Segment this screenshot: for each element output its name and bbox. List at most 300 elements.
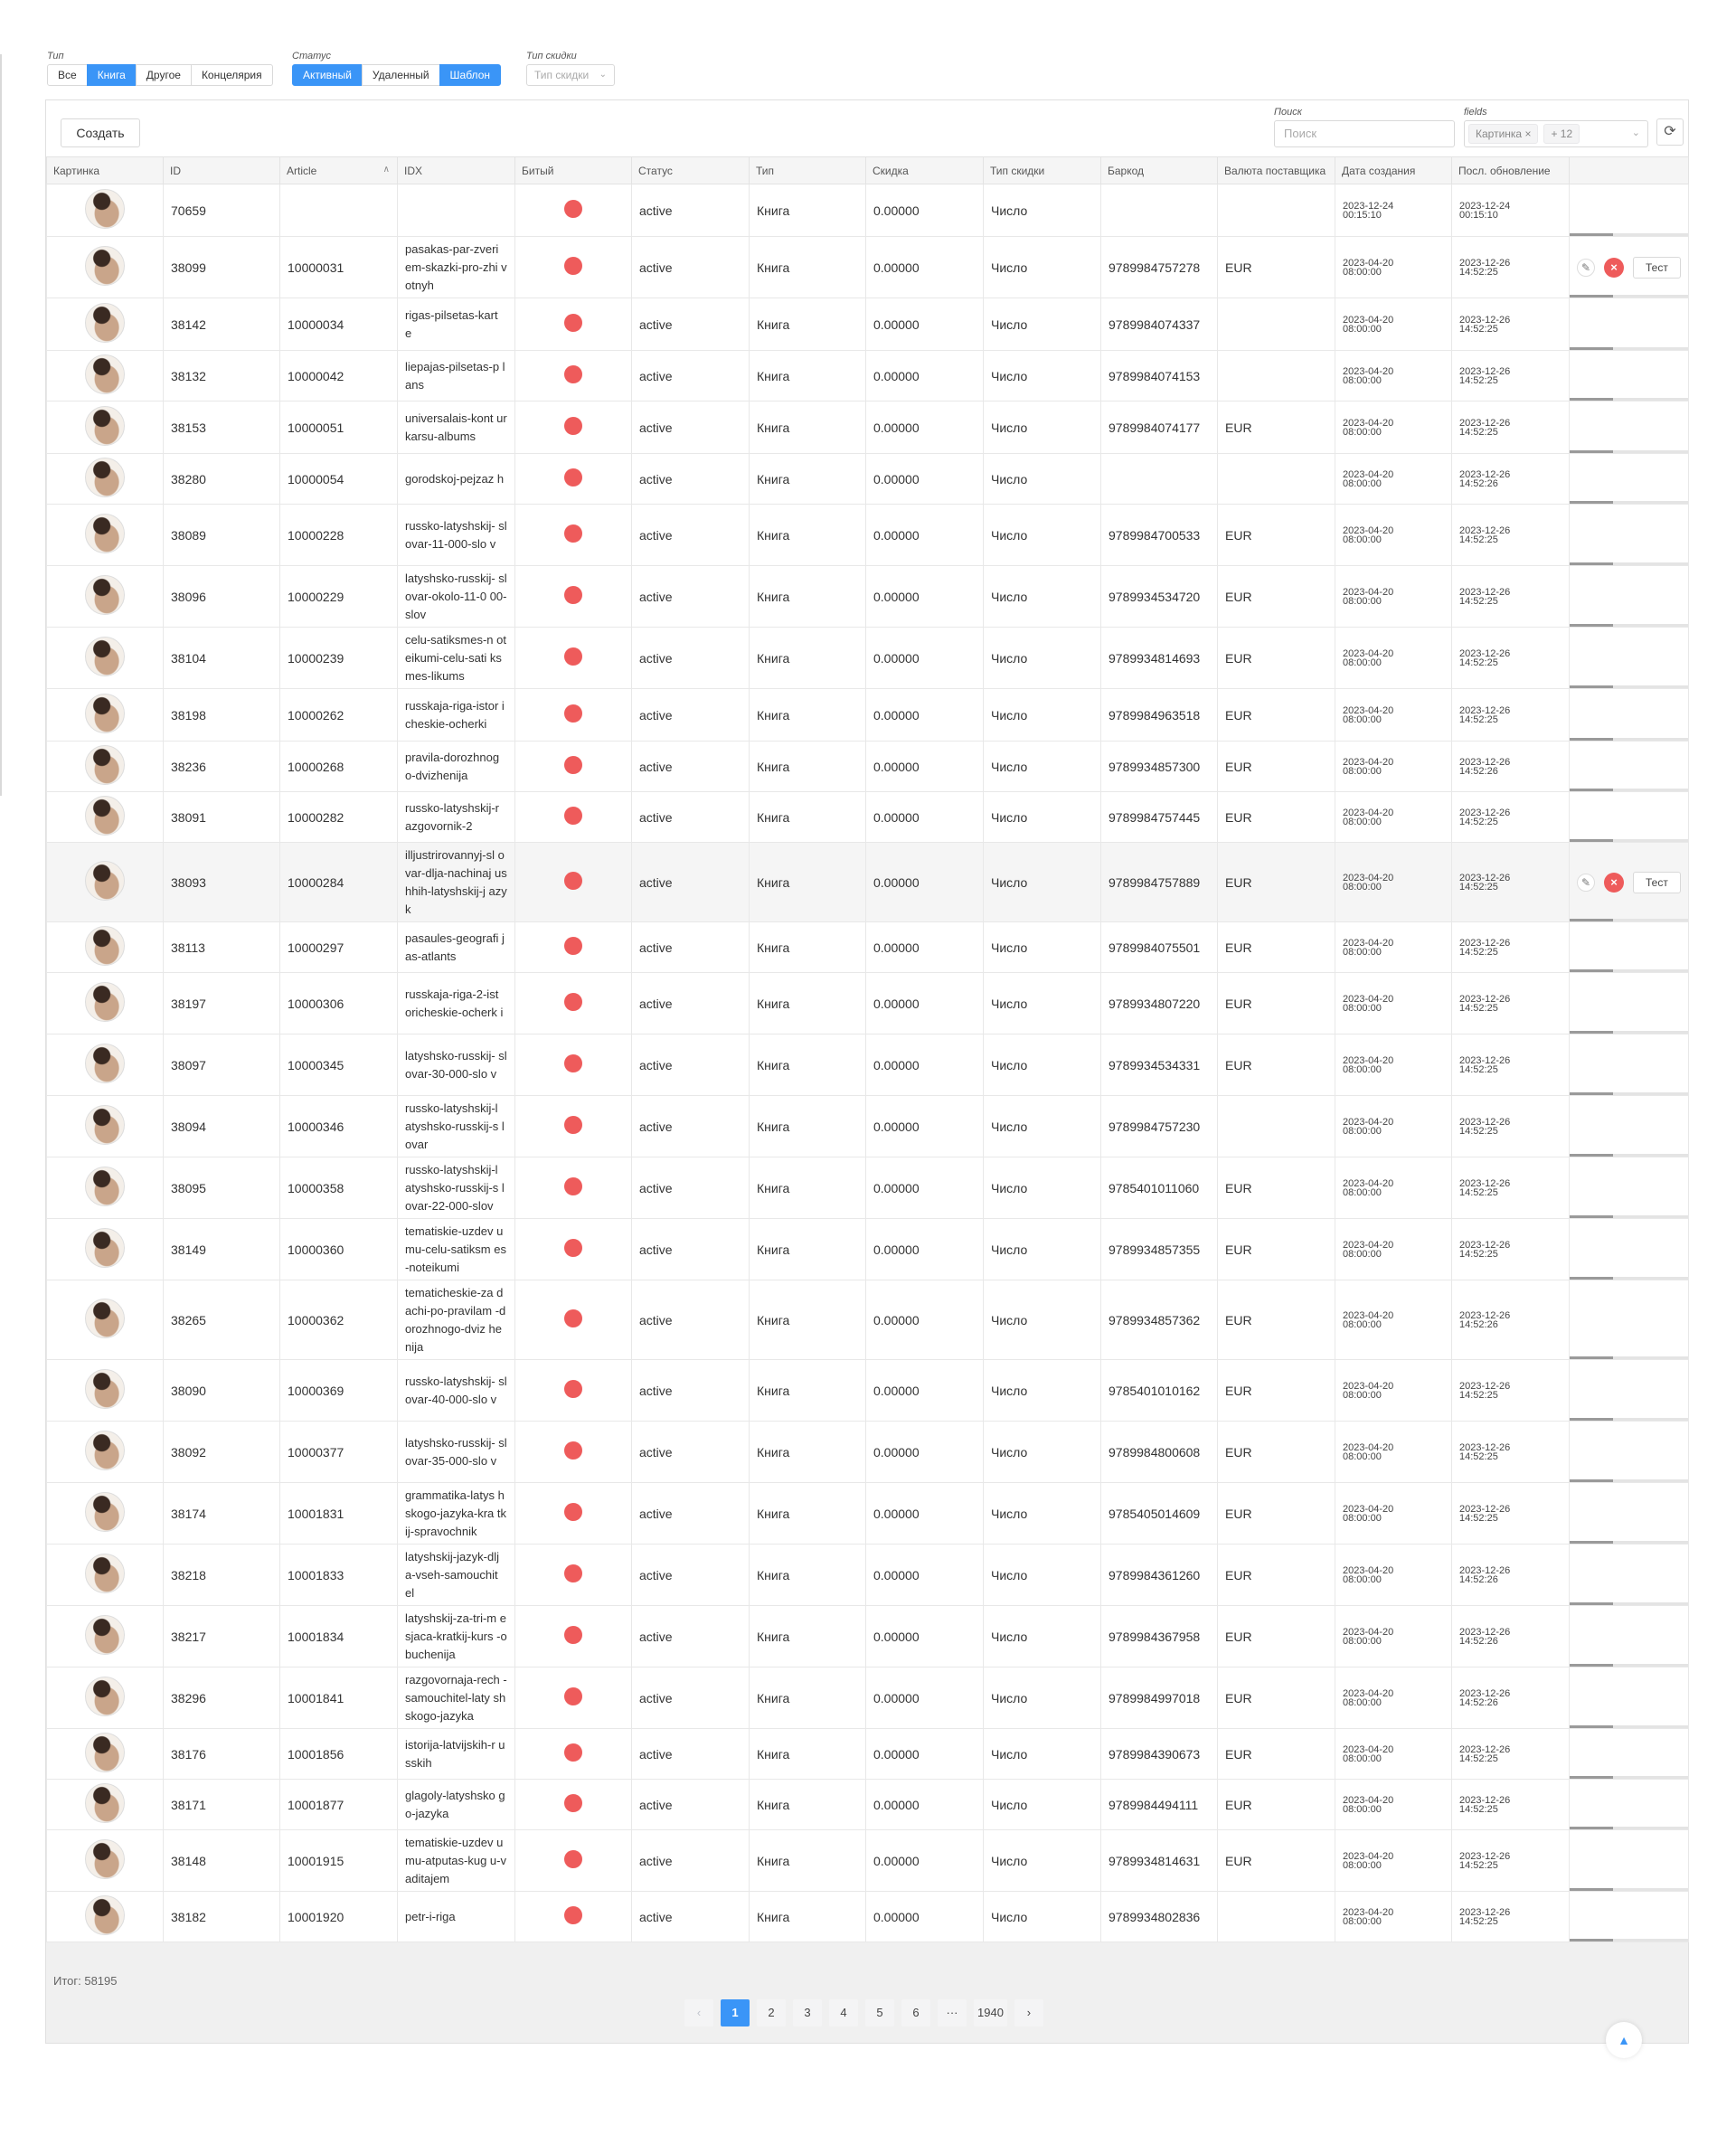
table-row[interactable] [47,298,1689,351]
table-row[interactable] [47,1606,1689,1667]
fields-select[interactable] [1464,120,1648,147]
fields-tag[interactable] [1468,124,1538,144]
broken-indicator-icon [564,647,582,666]
chevron-down-icon: ⌄ [599,70,607,80]
time-value: 14:52:25 [1459,1063,1498,1075]
search-input[interactable]: Поиск [1274,120,1455,147]
image-cell [47,1830,164,1892]
currency-cell [1218,1096,1335,1157]
page-button[interactable]: 3 [793,1999,822,2026]
actions-cell [1570,1360,1689,1422]
time-value: 08:00:00 [1343,1389,1382,1401]
time-value: 08:00:00 [1343,881,1382,893]
barcode-cell [1101,454,1218,505]
date-value: 2023-12-26 [1459,1794,1511,1806]
table-row[interactable] [47,689,1689,742]
type-cell: Книга [750,1280,866,1360]
actions-cell [1570,689,1689,742]
actions-cell [1570,1096,1689,1157]
currency-cell: EUR [1218,1422,1335,1483]
date-value: 2023-04-20 [1343,756,1394,768]
fields-block [1464,106,1648,147]
id-cell: 38096 [164,566,280,628]
currency-cell: EUR [1218,742,1335,792]
next-page-button[interactable]: › [1014,1999,1043,2026]
page-button[interactable]: 6 [901,1999,930,2026]
article-cell: 10000369 [280,1360,398,1422]
type-option-button[interactable]: Другое [136,64,192,86]
created-date-cell [1335,1729,1452,1780]
column-header-label: Валюта поставщика [1224,164,1326,177]
status-cell: active [632,689,750,742]
time-value: 14:52:25 [1459,1002,1498,1014]
discount-type-cell: Число [984,1157,1101,1219]
currency-cell [1218,184,1335,237]
id-cell: 38197 [164,973,280,1034]
time-value: 08:00:00 [1343,1915,1382,1927]
table-row[interactable] [47,184,1689,237]
table-row[interactable] [47,351,1689,402]
image-cell [47,1096,164,1157]
image-cell [47,792,164,843]
image-cell [47,237,164,298]
updated-date-cell [1452,1157,1570,1219]
type-cell: Книга [750,566,866,628]
table-row[interactable] [47,1157,1689,1219]
article-cell: 10001920 [280,1892,398,1942]
column-header-label: Картинка [53,164,100,177]
column-header[interactable] [164,157,280,184]
updated-date-cell [1452,1280,1570,1360]
article-cell: 10000239 [280,628,398,689]
broken-cell [515,505,632,566]
status-option-button[interactable]: Активный [292,64,363,86]
discount-type-cell: Число [984,184,1101,237]
currency-cell: EUR [1218,973,1335,1034]
status-cell: active [632,1892,750,1942]
date-value: 2023-04-20 [1343,1626,1394,1638]
status-cell: active [632,742,750,792]
updated-date-cell [1452,1729,1570,1780]
id-cell: 38149 [164,1219,280,1280]
time-value: 14:52:25 [1459,1512,1498,1524]
date-value: 2023-12-26 [1459,704,1511,716]
idx-cell: russko-latyshskij-l atyshsko-russkij-s lovar [398,1096,515,1157]
prev-page-button[interactable]: ‹ [684,1999,713,2026]
refresh-button[interactable] [1656,118,1684,146]
time-value: 14:52:26 [1459,1318,1498,1330]
table-row[interactable] [47,1780,1689,1830]
table-row[interactable] [47,566,1689,628]
barcode-cell: 9785405014609 [1101,1483,1218,1545]
date-value: 2023-04-20 [1343,524,1394,536]
table-row[interactable] [47,1034,1689,1096]
discount-type-cell: Число [984,351,1101,402]
updated-date-cell [1452,351,1570,402]
actions-cell [1570,1422,1689,1483]
created-date-cell [1335,689,1452,742]
status-cell: active [632,184,750,237]
page-button[interactable]: 1 [721,1999,750,2026]
column-header[interactable] [1218,157,1335,184]
idx-cell: pravila-dorozhnog o-dvizhenija [398,742,515,792]
broken-indicator-icon [564,1239,582,1257]
table-row[interactable] [47,1096,1689,1157]
page-button[interactable]: 4 [829,1999,858,2026]
column-header[interactable] [280,157,398,184]
column-header[interactable] [1335,157,1452,184]
article-cell: 10000284 [280,843,398,922]
broken-indicator-icon [564,1309,582,1327]
article-cell: 10000031 [280,237,398,298]
column-header[interactable] [1452,157,1570,184]
date-value: 2023-12-26 [1459,417,1511,429]
idx-cell: latyshsko-russkij- slovar-35-000-slo v [398,1422,515,1483]
test-button[interactable]: Тест [1633,872,1681,893]
status-cell: active [632,1422,750,1483]
row-scrollbar[interactable] [1570,1939,1688,1941]
idx-cell: pasakas-par-zverі em-skazki-pro-zhi votnyh [398,237,515,298]
column-header[interactable] [632,157,750,184]
currency-cell: EUR [1218,505,1335,566]
image-cell [47,351,164,402]
date-value: 2023-12-26 [1459,807,1511,818]
discount-cell: 0.00000 [866,237,984,298]
image-cell [47,1280,164,1360]
product-image [85,1677,125,1716]
table-row[interactable] [47,402,1689,454]
broken-cell [515,689,632,742]
idx-cell: rigas-pilsetas-kart e [398,298,515,351]
column-header[interactable] [398,157,515,184]
status-cell: active [632,1545,750,1606]
status-cell: active [632,973,750,1034]
scroll-top-button[interactable] [1606,2022,1642,2058]
broken-indicator-icon [564,200,582,218]
broken-indicator-icon [564,1794,582,1812]
idx-cell: razgovornaja-rech -samouchitel-laty shskogo-jazyka [398,1667,515,1729]
broken-cell [515,298,632,351]
table-row[interactable] [47,742,1689,792]
column-header[interactable] [515,157,632,184]
column-header[interactable] [1101,157,1218,184]
broken-cell [515,843,632,922]
status-filter-label: Статус [292,51,332,61]
time-value: 08:00:00 [1343,765,1382,777]
created-date-cell [1335,1780,1452,1830]
barcode-cell: 9789984390673 [1101,1729,1218,1780]
article-cell: 10000346 [280,1096,398,1157]
article-cell: 10000362 [280,1280,398,1360]
article-cell: 10000054 [280,454,398,505]
idx-cell: russko-latyshskij-r azgovornik-2 [398,792,515,843]
date-value: 2023-04-20 [1343,586,1394,598]
updated-date-cell [1452,1830,1570,1892]
type-filter-label: Тип [47,51,64,61]
time-value: 14:52:25 [1459,426,1498,438]
updated-date-cell [1452,505,1570,566]
time-value: 08:00:00 [1343,816,1382,827]
discount-type-cell: Число [984,1360,1101,1422]
status-option-button[interactable]: Шаблон [439,64,501,86]
sort-ascending-icon[interactable]: ∧ [382,165,390,175]
date-value: 2023-04-20 [1343,872,1394,883]
date-value: 2023-04-20 [1343,704,1394,716]
type-cell: Книга [750,1545,866,1606]
type-cell: Книга [750,454,866,505]
broken-indicator-icon [564,524,582,543]
status-cell: active [632,351,750,402]
time-value: 08:00:00 [1343,1063,1382,1075]
discount-type-cell: Число [984,922,1101,973]
scrollbar-thumb[interactable] [1570,1939,1613,1941]
article-cell: 10001834 [280,1606,398,1667]
status-cell: active [632,1830,750,1892]
type-option-button[interactable]: Книга [87,64,137,86]
status-cell: active [632,1096,750,1157]
product-image [85,1783,125,1823]
table-row[interactable] [47,1667,1689,1729]
date-value: 2023-12-26 [1459,365,1511,377]
currency-cell: EUR [1218,402,1335,454]
page-button[interactable]: 2 [757,1999,786,2026]
product-image [85,1733,125,1772]
actions-cell [1570,351,1689,402]
table-row[interactable] [47,1729,1689,1780]
status-cell: active [632,1606,750,1667]
time-value: 08:00:00 [1343,1512,1382,1524]
search-block [1274,106,1455,147]
actions-cell [1570,298,1689,351]
table-row[interactable] [47,505,1689,566]
date-value: 2023-04-20 [1343,1116,1394,1128]
table-row[interactable] [47,1219,1689,1280]
actions-cell [1570,1219,1689,1280]
updated-date-cell [1452,843,1570,922]
barcode-cell: 9789984963518 [1101,689,1218,742]
discount-cell: 0.00000 [866,922,984,973]
product-image [85,745,125,785]
table-row[interactable] [47,973,1689,1034]
column-header-label: Посл. обновление [1458,164,1551,177]
currency-cell [1218,1892,1335,1942]
idx-cell: tematiskie-uzdev umu-celu-satiksm es-noteikumi [398,1219,515,1280]
page-button[interactable]: 5 [865,1999,894,2026]
discount-cell: 0.00000 [866,1360,984,1422]
card-toolbar [46,100,1688,156]
close-circle-icon[interactable]: × [1604,873,1624,893]
barcode-cell: 9789984074153 [1101,351,1218,402]
table-row[interactable] [47,1360,1689,1422]
table-row[interactable] [47,1422,1689,1483]
date-value: 2023-12-26 [1459,524,1511,536]
time-value: 14:52:26 [1459,477,1498,489]
table-row[interactable] [47,1830,1689,1892]
currency-cell: EUR [1218,1780,1335,1830]
broken-indicator-icon [564,1177,582,1195]
broken-cell [515,1422,632,1483]
broken-indicator-icon [564,1564,582,1582]
actions-cell [1570,1830,1689,1892]
discount-type-cell: Число [984,1667,1101,1729]
broken-indicator-icon [564,937,582,955]
article-cell: 10000345 [280,1034,398,1096]
table-row[interactable] [47,1483,1689,1545]
status-cell: active [632,402,750,454]
type-option-button[interactable]: Концелярия [191,64,273,86]
created-date-cell [1335,792,1452,843]
table-row[interactable] [47,922,1689,973]
broken-indicator-icon [564,704,582,723]
status-cell: active [632,454,750,505]
product-image [85,1105,125,1145]
type-option-button[interactable]: Все [47,64,88,86]
product-image [85,1167,125,1206]
type-cell: Книга [750,973,866,1034]
idx-cell: glagoly-latyshsko go-jazyka [398,1780,515,1830]
page-button[interactable]: 1940 [974,1999,1007,2026]
updated-date-cell [1452,1483,1570,1545]
updated-date-cell [1452,1780,1570,1830]
total-count: Итог: 58195 [53,1974,118,1988]
broken-cell [515,1729,632,1780]
type-cell: Книга [750,298,866,351]
pencil-icon[interactable]: ✎ [1577,874,1595,892]
status-cell: active [632,1729,750,1780]
type-cell: Книга [750,1729,866,1780]
discount-type-select[interactable] [526,64,615,86]
time-value: 14:52:25 [1459,816,1498,827]
discount-type-filter-label: Тип скидки [526,51,577,61]
article-cell: 10000297 [280,922,398,973]
status-cell: active [632,628,750,689]
status-cell: active [632,1360,750,1422]
id-cell: 38217 [164,1606,280,1667]
idx-cell [398,184,515,237]
column-header[interactable] [47,157,164,184]
status-cell: active [632,1157,750,1219]
table-row[interactable] [47,454,1689,505]
barcode-cell: 9789984757445 [1101,792,1218,843]
table-row[interactable] [47,1545,1689,1606]
type-cell: Книга [750,1830,866,1892]
barcode-cell: 9789984074177 [1101,402,1218,454]
image-cell [47,628,164,689]
status-cell: active [632,1780,750,1830]
time-value: 08:00:00 [1343,657,1382,668]
time-value: 08:00:00 [1343,713,1382,725]
article-cell: 10000360 [280,1219,398,1280]
column-header-label: Битый [522,164,554,177]
updated-date-cell [1452,1545,1570,1606]
more-pages-button[interactable]: ··· [938,1999,967,2026]
time-value: 08:00:00 [1343,1002,1382,1014]
discount-type-cell: Число [984,689,1101,742]
idx-cell: illjustrirovannyj-sl ovar-dlja-nachinaj ushhih-latyshskij-j azyk [398,843,515,922]
discount-type-cell: Число [984,973,1101,1034]
close-circle-icon[interactable]: × [1604,258,1624,278]
status-cell: active [632,1219,750,1280]
id-cell: 38198 [164,689,280,742]
left-edge-divider [0,54,2,796]
discount-cell: 0.00000 [866,689,984,742]
close-icon[interactable]: × [1524,128,1532,140]
discount-type-cell: Число [984,237,1101,298]
type-cell: Книга [750,1219,866,1280]
create-button[interactable]: Создать [61,118,140,147]
broken-cell [515,628,632,689]
table-row[interactable] [47,1892,1689,1942]
barcode-cell: 9785401010162 [1101,1360,1218,1422]
id-cell: 38090 [164,1360,280,1422]
column-header[interactable] [866,157,984,184]
barcode-cell: 9789934807220 [1101,973,1218,1034]
idx-cell: russko-latyshskij- slovar-40-000-slo v [398,1360,515,1422]
article-cell: 10000051 [280,402,398,454]
idx-cell: universalais-kont urkarsu-albums [398,402,515,454]
idx-cell: pasaules-geografi jas-atlants [398,922,515,973]
article-cell: 10001833 [280,1545,398,1606]
time-value: 14:52:25 [1459,1450,1498,1462]
currency-cell: EUR [1218,1545,1335,1606]
discount-cell: 0.00000 [866,742,984,792]
time-value: 14:52:26 [1459,1573,1498,1585]
table-row[interactable] [47,1280,1689,1360]
broken-cell [515,1892,632,1942]
image-cell [47,505,164,566]
actions-cell [1570,1892,1689,1942]
article-cell [280,184,398,237]
table-row[interactable] [47,792,1689,843]
pencil-icon[interactable]: ✎ [1577,259,1595,277]
created-date-cell [1335,628,1452,689]
broken-indicator-icon [564,1743,582,1762]
image-cell [47,1606,164,1667]
column-header[interactable] [984,157,1101,184]
column-header[interactable] [1570,157,1689,184]
image-cell [47,742,164,792]
currency-cell: EUR [1218,1830,1335,1892]
status-cell: active [632,792,750,843]
time-value: 08:00:00 [1343,323,1382,335]
status-option-button[interactable]: Удаленный [362,64,440,86]
search-label: Поиск [1274,107,1302,118]
id-cell: 70659 [164,184,280,237]
id-cell: 38113 [164,922,280,973]
time-value: 08:00:00 [1343,1186,1382,1198]
article-cell: 10000282 [280,792,398,843]
table-row[interactable] [47,628,1689,689]
discount-cell: 0.00000 [866,505,984,566]
actions-cell [1570,1780,1689,1830]
actions-cell [1570,1545,1689,1606]
actions-cell [1570,742,1689,792]
broken-indicator-icon [564,1626,582,1644]
created-date-cell [1335,1892,1452,1942]
product-image [85,246,125,286]
image-cell [47,1545,164,1606]
type-cell: Книга [750,1667,866,1729]
product-image [85,1554,125,1593]
currency-cell: EUR [1218,689,1335,742]
column-header[interactable] [750,157,866,184]
table-row[interactable] [47,237,1689,298]
table-row[interactable] [47,843,1689,922]
broken-cell [515,237,632,298]
image-cell [47,1780,164,1830]
time-value: 08:00:00 [1343,1696,1382,1708]
test-button[interactable]: Тест [1633,257,1681,279]
